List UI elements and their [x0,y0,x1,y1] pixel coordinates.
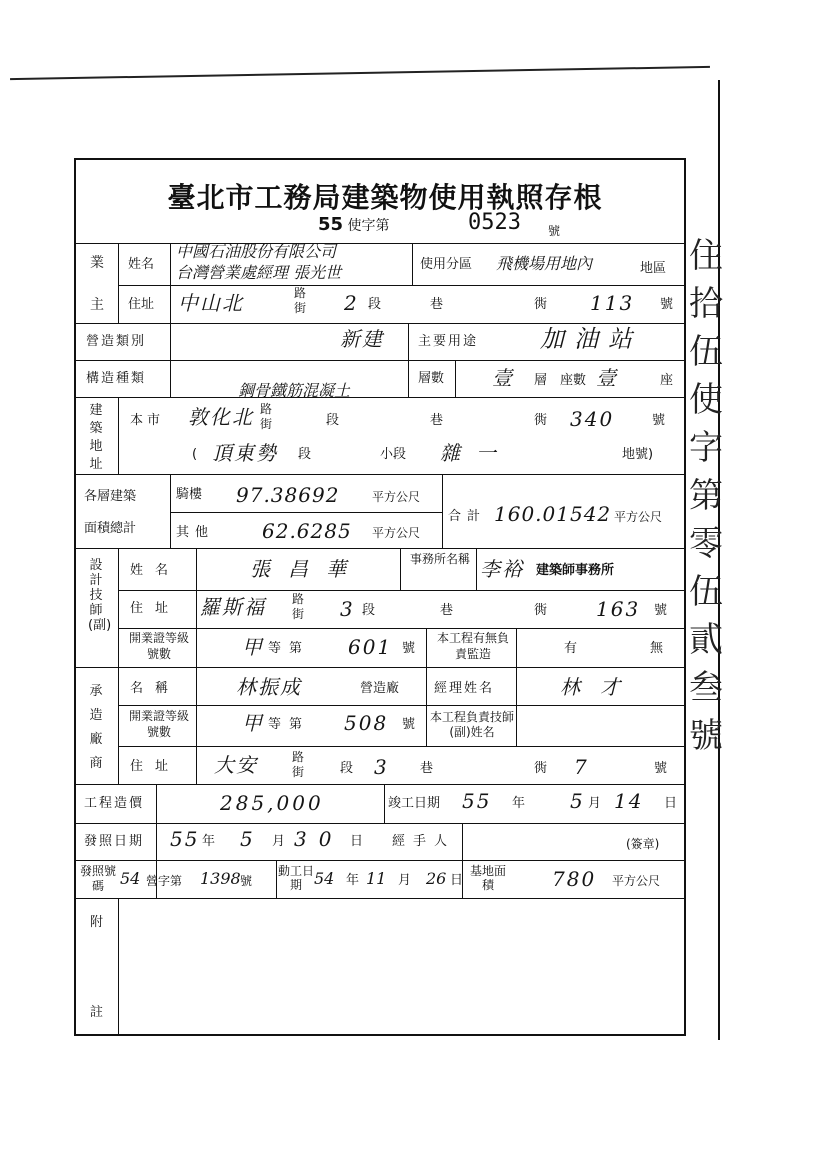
supervision-yes: 有 [564,641,578,656]
factory-label: 營造廠 [360,681,400,696]
rule [516,667,517,746]
arcade-label: 騎樓 [176,487,203,502]
designer-address-value: 羅斯福 [200,595,266,619]
permit-type-label: 使字第 [347,218,390,234]
designer-alley-label: 衖 [534,603,548,618]
form-title: 臺北市工務局建築物使用執照存根 [167,181,603,214]
permit-number-value: 0523 [468,210,521,235]
designer-section-value: 3 [340,597,355,621]
contractor-license-label: 開業證等級號數 [128,709,189,739]
construction-type-value: 新建 [340,327,384,351]
supervision-no: 無 [650,641,664,656]
other-label: 其他 [176,525,215,540]
rule [74,474,686,475]
zoning-value: 飛機場用地內 [496,254,593,273]
contractor-road-label: 路街 [291,750,304,779]
owner-section-label-1: 業 [90,255,104,271]
manager-label: 經理姓名 [434,681,495,696]
engineer-label: 本工程負責技師(副)姓名 [429,710,514,739]
designer-address-label: 住址 [130,601,181,616]
rule [384,784,385,823]
owner-number-label: 號 [660,297,674,312]
contractor-number-value: 7 [574,755,589,779]
zoning-suffix: 地區 [640,261,667,276]
rule [170,474,171,548]
site-section-label: 段 [326,413,340,428]
issue-day-label: 日 [350,834,364,849]
contractor-number-label: 號 [654,761,668,776]
contractor-license-suffix: 號 [402,717,416,732]
license-no-value: 54 [120,869,141,888]
completion-day-label: 日 [664,796,678,811]
rule [408,323,409,397]
designer-license-no: 601 [348,635,393,659]
start-day-label: 日 [450,873,464,888]
contractor-section-label: 承造廠商 [89,684,103,771]
handler-label: 經手人 [392,834,456,849]
floors-unit: 層 [534,373,548,388]
rule [400,548,401,590]
designer-number-label: 號 [654,603,668,618]
site-open-paren: ( [192,447,198,462]
contractor-license-no: 508 [344,711,389,735]
buildings-unit: 座 [660,373,674,388]
rule [74,784,686,785]
owner-number-value: 113 [590,291,635,315]
other-unit: 平方公尺 [372,526,421,540]
start-label: 動工日期 [278,864,315,892]
rule [196,667,197,784]
rule [170,243,171,323]
site-subsection-label: 小段 [380,447,407,462]
buildings-value: 壹 [596,366,618,390]
site-city-label: 本市 [130,413,165,428]
rule [74,243,686,244]
floors-label: 層數 [418,371,445,386]
rule [118,590,686,591]
rule [118,746,686,747]
owner-name-value-1: 中國石油股份有限公司 [176,242,337,261]
structure-label: 構造種類 [86,371,147,386]
sign-label: (簽章) [626,837,660,851]
construction-type-label: 營造類別 [86,334,147,349]
owner-road-label: 路街 [293,286,306,315]
completion-year-label: 年 [512,796,526,811]
site-label: 建築地址 [89,403,103,472]
owner-lane-label: 巷 [430,297,444,312]
rule [118,898,119,1036]
office-value: 李裕 [480,557,524,581]
rule [118,667,119,784]
rule [74,397,686,398]
license-no-mid: 營字第 [146,874,183,888]
owner-section-label-2: 主 [90,297,104,313]
start-month-label: 月 [398,873,412,888]
rule [476,548,477,590]
designer-section-unit: 段 [362,603,376,618]
area-label-1: 各層建築 [84,489,137,504]
contractor-section-unit: 段 [340,761,354,776]
area-label-2: 面積總計 [84,521,137,536]
start-month: 11 [366,869,387,888]
contractor-lane-label: 巷 [420,761,434,776]
contractor-name-value: 林振成 [236,675,302,699]
issue-year: 55 [170,827,200,851]
site-section2-label: 段 [298,447,312,462]
contractor-license-grade: 甲 [242,711,264,735]
designer-license-grade: 甲 [242,635,264,659]
owner-address-value: 中山北 [178,291,244,315]
rule [74,548,686,549]
license-no-suffix: 號 [240,874,253,888]
site-number-value: 340 [570,407,615,431]
supervision-label: 本工程有無負責監造 [436,631,509,661]
start-year-label: 年 [346,873,360,888]
zoning-label: 使用分區 [420,257,473,272]
rule [426,628,427,667]
owner-address-label: 住址 [128,297,155,312]
issue-year-label: 年 [202,834,216,849]
buildings-label: 座數 [560,373,587,388]
owner-alley-label: 衖 [534,297,548,312]
rule [170,512,442,513]
rule [74,667,686,668]
contractor-address-label: 住址 [130,759,181,774]
rule [74,360,686,361]
rule [516,628,517,667]
rule [118,548,119,667]
structure-value: 鋼骨鐵筋混凝土 [238,381,351,400]
scan-edge-top [10,66,710,80]
rule [170,323,171,397]
margin-note: 住拾伍使字第零伍貳叁號 [689,236,723,756]
completion-year: 55 [462,789,492,813]
site-lane-label: 巷 [430,413,444,428]
rule [118,705,686,706]
permit-suffix: 號 [548,224,561,238]
designer-name-value: 張昌華 [250,557,364,581]
total-value: 160.01542 [494,502,612,526]
license-no-number: 1398 [200,869,241,888]
total-label: 合計 [448,509,487,524]
rule [196,548,197,667]
rule [74,860,686,861]
contractor-alley-label: 衖 [534,761,548,776]
total-unit: 平方公尺 [614,510,663,524]
contractor-license-mid: 等第 [268,717,311,732]
site-road-label: 路街 [259,402,272,431]
designer-number-value: 163 [596,597,641,621]
site-road-value: 敦化北 [188,405,254,429]
cost-label: 工程造價 [84,796,145,811]
completion-month-label: 月 [588,796,602,811]
site-number-label: 號 [652,413,666,428]
notes-label-1: 附 [90,915,104,930]
license-no-label: 發照號碼 [80,864,117,893]
office-suffix: 建築師事務所 [536,563,615,578]
form-frame [74,158,686,1036]
rule [442,474,443,548]
permit-prefix: 55 [318,214,344,235]
rule [74,323,686,324]
cost-value: 285,000 [220,791,324,815]
other-value: 62.6285 [262,519,352,543]
start-year: 54 [314,869,335,888]
owner-section-unit: 段 [368,297,382,312]
designer-name-label: 姓名 [130,563,181,578]
designer-section-label: 設計技師(副) [88,558,112,633]
completion-month: 5 [570,789,585,813]
site-lot-value: 雜一 [440,441,512,465]
issue-day: 30 [294,827,344,851]
designer-road-label: 路街 [291,592,304,621]
main-use-label: 主要用途 [418,334,479,349]
contractor-address-value: 大安 [214,753,258,777]
arcade-unit: 平方公尺 [372,490,421,504]
rule [455,360,456,397]
site-alley-label: 衖 [534,413,548,428]
rule [118,285,686,286]
rule [74,898,686,899]
designer-license-label: 開業證等級號數 [128,631,189,661]
site-lot-label: 地號) [622,447,654,462]
start-day: 26 [426,869,447,888]
contractor-section-value: 3 [374,755,389,779]
notes-label-2: 註 [90,1005,104,1020]
site-area-value: 780 [552,867,597,891]
designer-lane-label: 巷 [440,603,454,618]
rule [118,628,686,629]
manager-value: 林才 [560,675,640,699]
office-label: 事務所名稱 [410,552,471,566]
rule [426,667,427,746]
site-district-value: 頂東勢 [212,441,278,465]
issue-month: 5 [240,827,255,851]
completion-label: 竣工日期 [388,796,441,811]
designer-license-mid: 等第 [268,641,311,656]
rule [276,860,277,898]
main-use-value: 加油站 [540,325,642,353]
designer-license-suffix: 號 [402,641,416,656]
rule [74,823,686,824]
arcade-value: 97.38692 [236,483,340,507]
issue-label: 發照日期 [84,834,145,849]
site-area-label: 基地面積 [470,864,507,892]
owner-name-label: 姓名 [128,257,155,272]
completion-day: 14 [614,789,644,813]
owner-name-value-2: 台灣營業處經理 張光世 [176,263,342,282]
issue-month-label: 月 [272,834,286,849]
rule [412,243,413,285]
owner-section-value: 2 [344,291,359,315]
rule [118,397,119,474]
floors-value: 壹 [492,366,514,390]
site-area-unit: 平方公尺 [612,874,661,888]
rule [118,243,119,323]
contractor-name-label: 名稱 [130,681,181,696]
